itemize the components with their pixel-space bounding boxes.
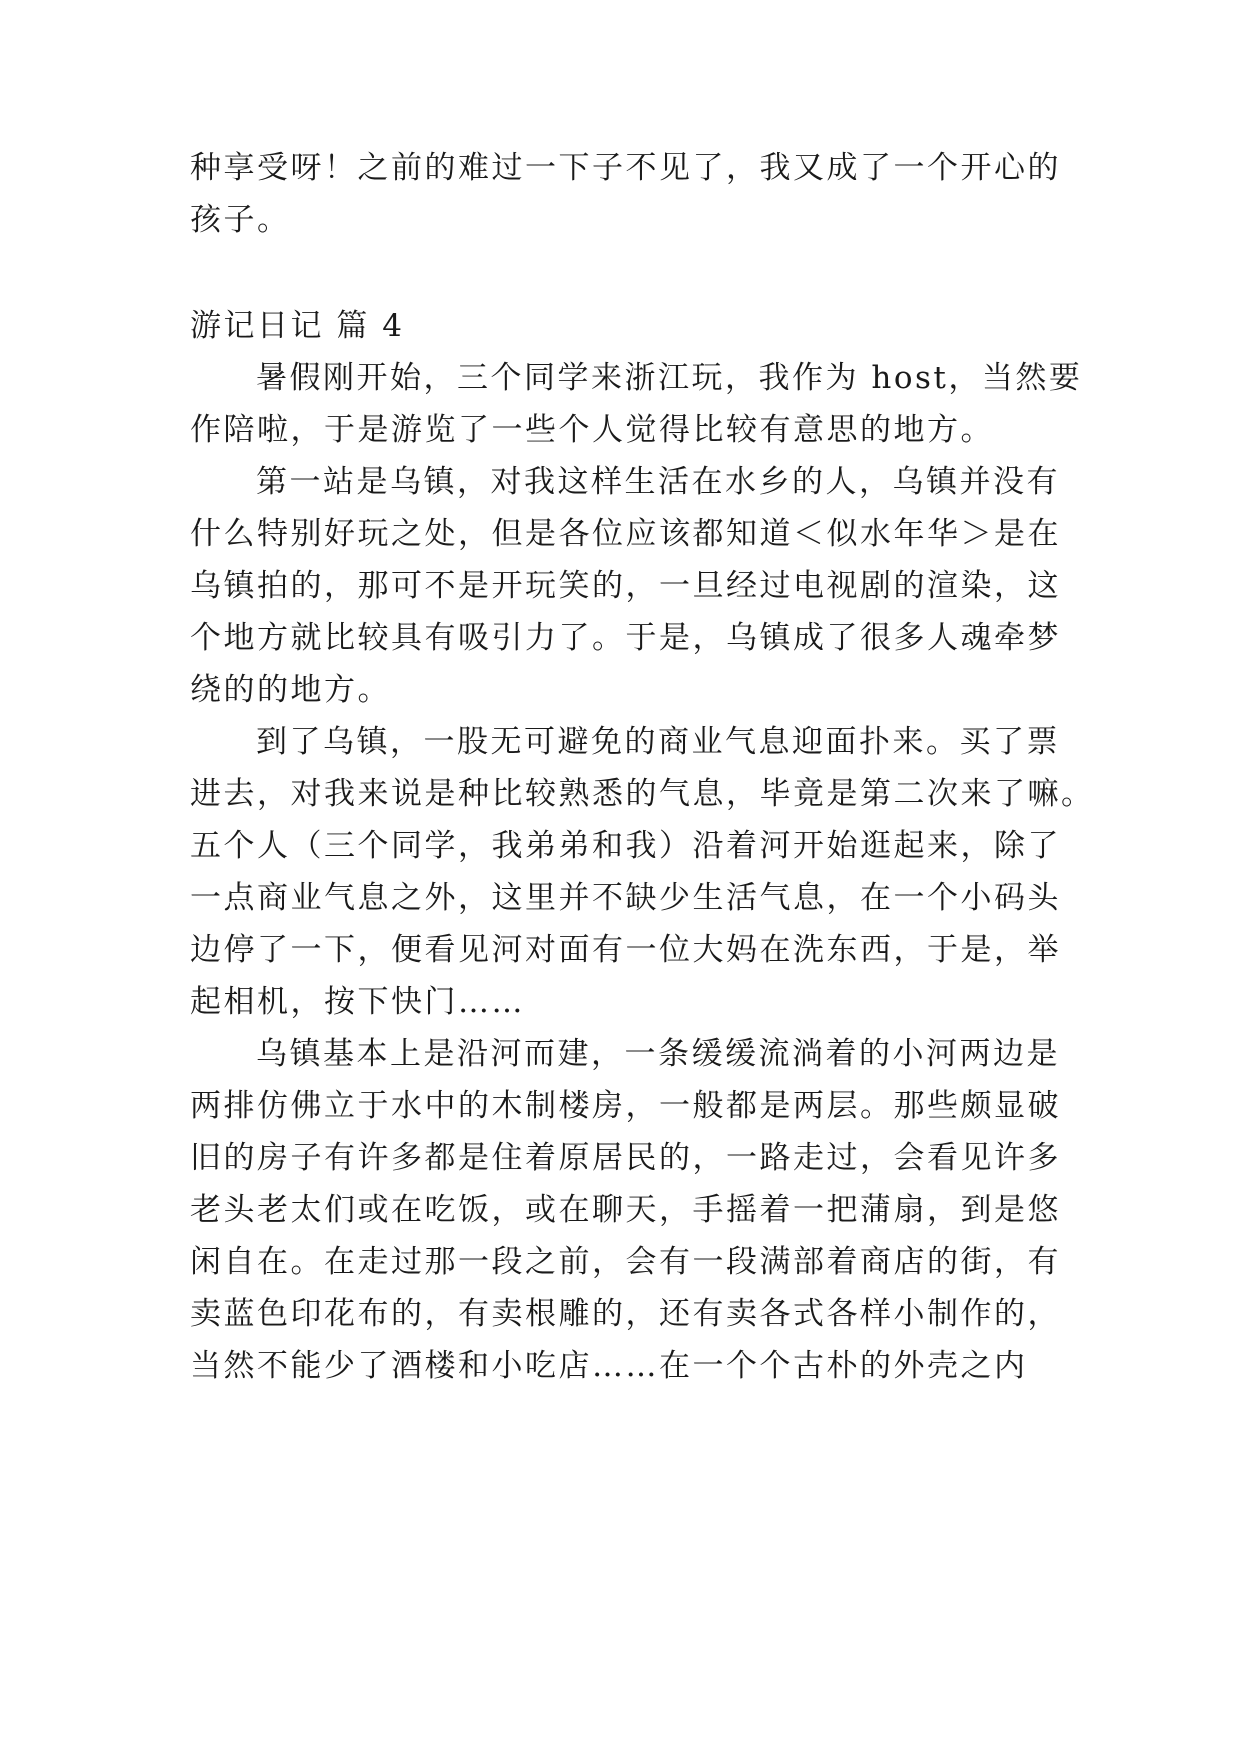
paragraph-line: 五个人（三个同学，我弟弟和我）沿着河开始逛起来，除了 [190,828,1061,864]
paragraph-line: 个地方就比较具有吸引力了。于是，乌镇成了很多人魂牵梦 [190,620,1061,656]
paragraph-line: 绕的的地方。 [190,672,391,708]
paragraph-line: 孩子。 [190,202,291,238]
paragraph-line: 一点商业气息之外，这里并不缺少生活气息，在一个小码头 [190,880,1061,916]
section-heading: 游记日记 篇 4 [190,308,405,344]
paragraph-line: 闲自在。在走过那一段之前，会有一段满部着商店的街，有 [190,1244,1061,1280]
paragraph-line: 边停了一下，便看见河对面有一位大妈在洗东西，于是，举 [190,932,1061,968]
paragraph-line: 到了乌镇，一股无可避免的商业气息迎面扑来。买了票 [256,724,1060,760]
paragraph-line: 作陪啦，于是游览了一些个人觉得比较有意思的地方。 [190,412,994,448]
paragraph-line: 什么特别好玩之处，但是各位应该都知道＜似水年华＞是在 [190,516,1061,552]
paragraph-line: 乌镇拍的，那可不是开玩笑的，一旦经过电视剧的渲染，这 [190,568,1061,604]
paragraph-line: 当然不能少了酒楼和小吃店……在一个个古朴的外壳之内 [190,1348,1028,1384]
paragraph-line: 旧的房子有许多都是住着原居民的，一路走过，会看见许多 [190,1140,1061,1176]
paragraph-line: 卖蓝色印花布的，有卖根雕的，还有卖各式各样小制作的， [190,1296,1061,1332]
paragraph-line: 暑假刚开始，三个同学来浙江玩，我作为 host，当然要 [256,360,1083,396]
paragraph-line: 第一站是乌镇，对我这样生活在水乡的人，乌镇并没有 [256,464,1060,500]
paragraph-line: 进去，对我来说是种比较熟悉的气息，毕竟是第二次来了嘛。 [190,776,1095,812]
paragraph-line: 老头老太们或在吃饭，或在聊天，手摇着一把蒲扇，到是悠 [190,1192,1061,1228]
paragraph-line: 乌镇基本上是沿河而建，一条缓缓流淌着的小河两边是 [256,1036,1060,1072]
paragraph-line: 两排仿佛立于水中的木制楼房，一般都是两层。那些颇显破 [190,1088,1061,1124]
paragraph-line: 起相机，按下快门…… [190,984,525,1020]
paragraph-line: 种享受呀！之前的难过一下子不见了，我又成了一个开心的 [190,150,1061,186]
